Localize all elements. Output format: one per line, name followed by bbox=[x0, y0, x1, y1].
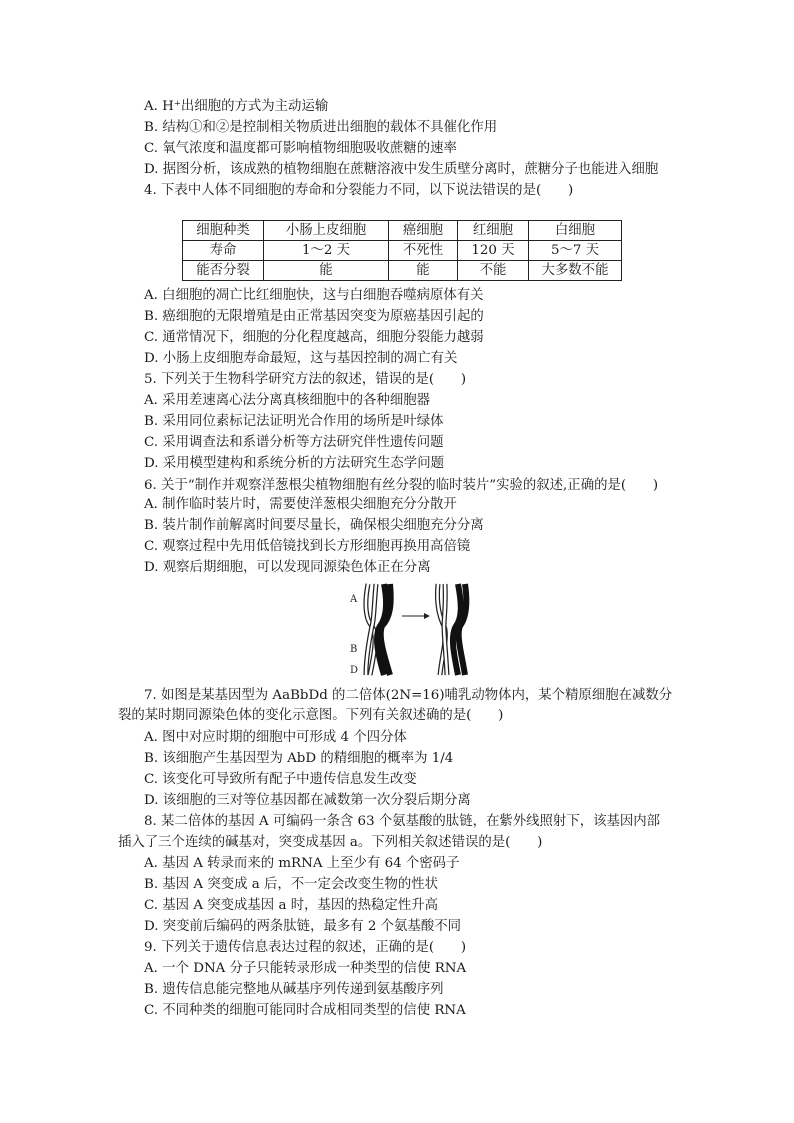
q7-option-b: B. 该细胞产生基因型为 AbD 的精细胞的概率为 1/4 bbox=[144, 751, 454, 766]
table-cell: 白细胞 bbox=[529, 221, 622, 241]
q4-option-c: C. 通常情况下，细胞的分化程度越高，细胞分裂能力越弱 bbox=[144, 330, 484, 345]
table-cell: 不能 bbox=[458, 261, 529, 281]
q7-option-d: D. 该细胞的三对等位基因都在减数第一次分裂后期分离 bbox=[144, 793, 471, 808]
q5-option-b: B. 采用同位素标记法证明光合作用的场所是叶绿体 bbox=[144, 414, 444, 429]
table-cell: 120 天 bbox=[458, 241, 529, 261]
table-cell: 癌细胞 bbox=[389, 221, 458, 241]
q4-stem: 4. 下表中人体不同细胞的寿命和分裂能力不同，以下说法错误的是( ) bbox=[144, 183, 574, 198]
q6-option-b: B. 装片制作前解离时间要尽量长，确保根尖细胞充分分离 bbox=[144, 518, 484, 533]
table-cell: 能 bbox=[264, 261, 389, 281]
q3-option-c: C. 氧气浓度和温度都可影响植物细胞吸收蔗糖的速率 bbox=[144, 141, 457, 156]
q8-stem-line2: 插入了三个连续的碱基对，突变成基因 a。下列相关叙述错误的是( ) bbox=[118, 835, 543, 850]
table-cell: 细胞种类 bbox=[183, 221, 264, 241]
q9-option-b: B. 遗传信息能完整地从碱基序列传递到氨基酸序列 bbox=[144, 982, 444, 997]
q4-option-d: D. 小肠上皮细胞寿命最短，这与基因控制的凋亡有关 bbox=[144, 351, 458, 366]
q8-option-c: C. 基因 A 突变成基因 a 时，基因的热稳定性升高 bbox=[144, 898, 438, 913]
table-cell: 能 bbox=[389, 261, 458, 281]
arrow-icon bbox=[402, 613, 430, 619]
q7-option-a: A. 图中对应时期的细胞中可形成 4 个四分体 bbox=[144, 730, 407, 745]
q9-option-a: A. 一个 DNA 分子只能转录形成一种类型的信使 RNA bbox=[144, 961, 467, 976]
q6-stem: 6. 关于“制作并观察洋葱根尖植物细胞有丝分裂的临时装片”实验的叙述,正确的是( ) bbox=[144, 478, 659, 493]
table-header-row bbox=[183, 221, 622, 241]
table-row bbox=[183, 241, 622, 261]
q8-option-b: B. 基因 A 突变成 a 后，不一定会改变生物的性状 bbox=[144, 877, 439, 892]
table-cell: 寿命 bbox=[183, 241, 264, 261]
q8-stem-line1: 8. 某二倍体的基因 A 可编码一条含 63 个氨基酸的肽链，在紫外线照射下，该基因内部 bbox=[144, 814, 661, 829]
q6-option-d: D. 观察后期细胞，可以发现同源染色体正在分离 bbox=[144, 560, 431, 575]
table-cell: 5～7 天 bbox=[529, 241, 622, 261]
chromosome-crossover-figure bbox=[344, 580, 484, 680]
figure-label-d: D bbox=[350, 665, 359, 676]
q5-option-a: A. 采用差速离心法分离真核细胞中的各种细胞器 bbox=[144, 393, 430, 408]
q9-option-c: C. 不同种类的细胞可能同时合成相同类型的信使 RNA bbox=[144, 1003, 466, 1018]
left-homolog-pair bbox=[366, 584, 391, 675]
q9-stem: 9. 下列关于遗传信息表达过程的叙述，正确的是( ) bbox=[144, 940, 467, 955]
right-homolog-pair bbox=[437, 584, 466, 675]
q4-option-a: A. 白细胞的凋亡比红细胞快，这与白细胞吞噬病原体有关 bbox=[144, 288, 484, 303]
figure-label-b: B bbox=[350, 644, 358, 655]
q5-stem: 5. 下列关于生物科学研究方法的叙述，错误的是( ) bbox=[144, 372, 467, 387]
figure-label-a: A bbox=[350, 594, 358, 605]
table-cell: 1～2 天 bbox=[264, 241, 389, 261]
q6-option-c: C. 观察过程中先用低倍镜找到长方形细胞再换用高倍镜 bbox=[144, 539, 471, 554]
q8-option-a: A. 基因 A 转录而来的 mRNA 上至少有 64 个密码子 bbox=[144, 856, 460, 871]
cell-lifespan-table bbox=[182, 220, 622, 281]
table-cell: 大多数不能 bbox=[529, 261, 622, 281]
table-cell: 能否分裂 bbox=[183, 261, 264, 281]
table-cell: 红细胞 bbox=[458, 221, 529, 241]
q8-option-d: D. 突变前后编码的两条肽链，最多有 2 个氨基酸不同 bbox=[144, 919, 462, 934]
q5-option-c: C. 采用调查法和系谱分析等方法研究伴性遗传问题 bbox=[144, 435, 444, 450]
q4-option-b: B. 癌细胞的无限增殖是由正常基因突变为原癌基因引起的 bbox=[144, 309, 484, 324]
q7-stem-line2: 裂的某时期同源染色体的变化示意图。下列有关叙述确的是( ) bbox=[118, 708, 504, 723]
q3-option-d: D. 据图分析，该成熟的植物细胞在蔗糖溶液中发生质壁分离时，蔗糖分子也能进入细胞 bbox=[144, 162, 659, 177]
table-row bbox=[183, 261, 622, 281]
table-cell: 小肠上皮细胞 bbox=[264, 221, 389, 241]
q3-option-a: A. H⁺出细胞的方式为主动运输 bbox=[144, 99, 329, 114]
q7-stem-line1: 7. 如图是某基因型为 AaBbDd 的二倍体(2N=16)哺乳动物体内，某个精原细胞在减数分 bbox=[144, 688, 673, 703]
q5-option-d: D. 采用模型建构和系统分析的方法研究生态学问题 bbox=[144, 456, 444, 471]
q3-option-b: B. 结构①和②是控制相关物质进出细胞的载体不具催化作用 bbox=[144, 120, 498, 135]
q6-option-a: A. 制作临时装片时，需要使洋葱根尖细胞充分分散开 bbox=[144, 497, 457, 512]
table-cell: 不死性 bbox=[389, 241, 458, 261]
q7-option-c: C. 该变化可导致所有配子中遗传信息发生改变 bbox=[144, 772, 417, 787]
